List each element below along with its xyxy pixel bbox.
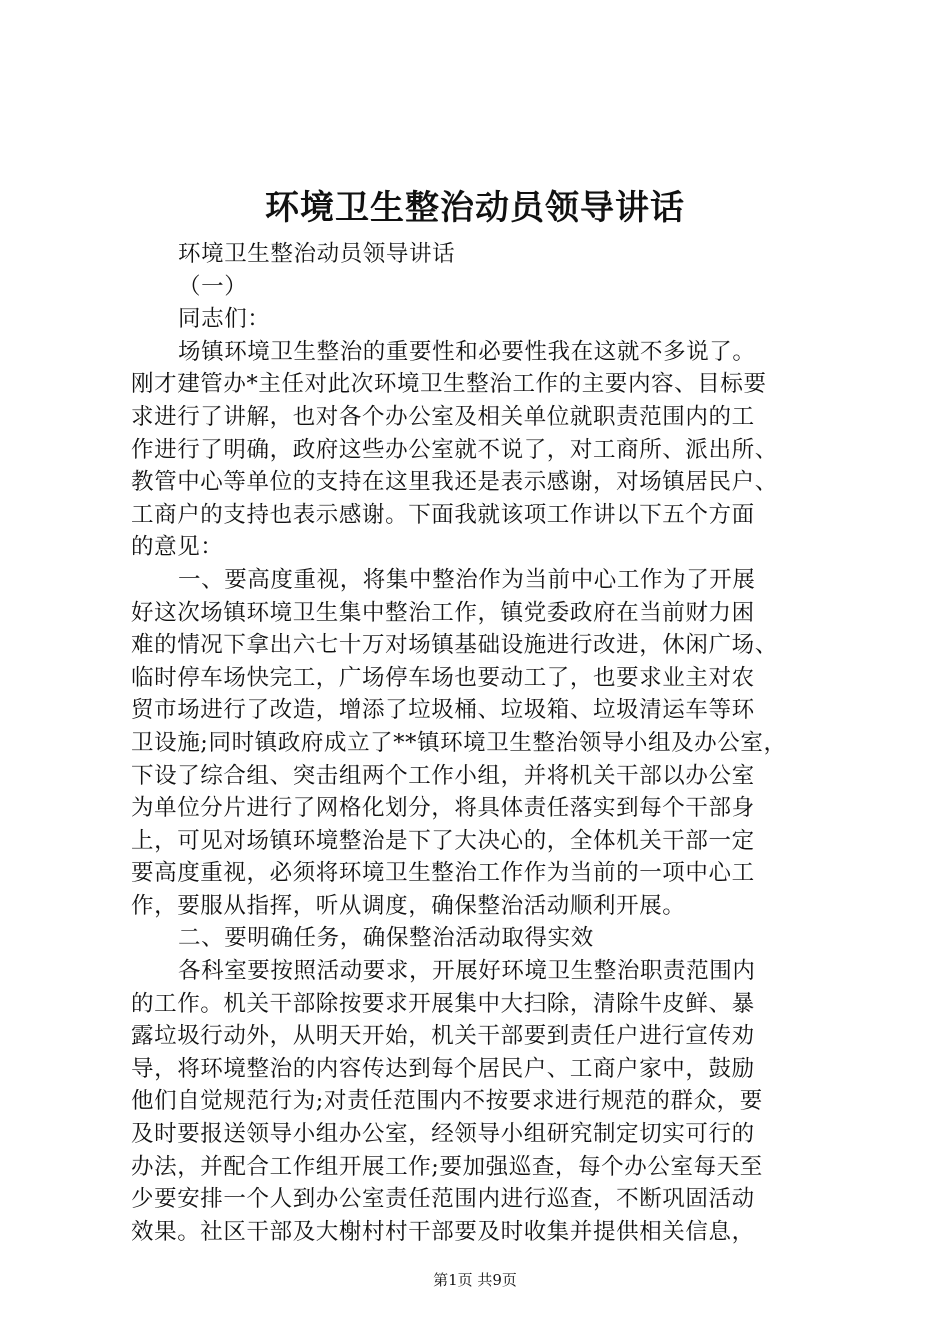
body-line: 工商户的支持也表示感谢。下面我就该项工作讲以下五个方面 [131, 501, 755, 528]
body-line: 的工作。机关干部除按要求开展集中大扫除，清除牛皮鲜、暴 [131, 990, 755, 1017]
body-line: 一、要高度重视，将集中整治作为当前中心工作为了开展 [178, 566, 756, 593]
body-line: 为单位分片进行了网格化划分，将具体责任落实到每个干部身 [131, 795, 755, 822]
body-line: 二、要明确任务，确保整治活动取得实效 [178, 925, 594, 952]
body-line: 导，将环境整治的内容传达到每个居民户、工商户家中，鼓励 [131, 1055, 755, 1082]
body-line: 露垃圾行动外，从明天开始，机关干部要到责任户进行宣传劝 [131, 1023, 755, 1050]
body-line: 教管中心等单位的支持在这里我还是表示感谢，对场镇居民户、 [131, 469, 778, 496]
body-line: 要高度重视，必须将环境卫生整治工作作为当前的一项中心工 [131, 860, 755, 887]
body-line: 求进行了讲解，也对各个办公室及相关单位就职责范围内的工 [131, 403, 755, 430]
body-line: 环境卫生整治动员领导讲话 [178, 241, 456, 267]
body-line: 场镇环境卫生整治的重要性和必要性我在这就不多说了。 [178, 338, 756, 365]
document-title: 环境卫生整治动员领导讲话 [265, 188, 685, 228]
page-number-footer: 第1页 共9页 [433, 1271, 517, 1289]
document-body [131, 238, 831, 1248]
body-line: 下设了综合组、突击组两个工作小组，并将机关干部以办公室 [131, 762, 755, 789]
body-line: 及时要报送领导小组办公室，经领导小组研究制定切实可行的 [131, 1121, 755, 1148]
body-line: 少要安排一个人到办公室责任范围内进行巡查，不断巩固活动 [131, 1186, 755, 1213]
body-line: 刚才建管办*主任对此次环境卫生整治工作的主要内容、目标要 [131, 371, 767, 398]
body-line: 上，可见对场镇环境整治是下了大决心的，全体机关干部一定 [131, 827, 755, 854]
body-line: 作进行了明确，政府这些办公室就不说了，对工商所、派出所、 [131, 436, 778, 463]
body-line: 作，要服从指挥，听从调度，确保整治活动顺利开展。 [131, 892, 686, 919]
body-line: 各科室要按照活动要求，开展好环境卫生整治职责范围内 [178, 958, 756, 985]
body-line: 他们自觉规范行为;对责任范围内不按要求进行规范的群众，要 [131, 1088, 763, 1115]
body-line: （一） [178, 273, 248, 300]
body-line: 卫设施;同时镇政府成立了**镇环境卫生整治领导小组及办公室， [131, 729, 787, 756]
body-line: 的意见： [131, 534, 224, 561]
body-line: 贸市场进行了改造，增添了垃圾桶、垃圾箱、垃圾清运车等环 [131, 697, 755, 724]
body-line: 临时停车场快完工，广场停车场也要动工了，也要求业主对农 [131, 664, 755, 691]
body-line: 难的情况下拿出六七十万对场镇基础设施进行改进，休闲广场、 [131, 632, 778, 659]
body-line: 好这次场镇环境卫生集中整治工作，镇党委政府在当前财力困 [131, 599, 755, 626]
body-line: 效果。社区干部及大榭村村干部要及时收集并提供相关信息， [131, 1218, 755, 1245]
body-line: 办法，并配合工作组开展工作;要加强巡查，每个办公室每天至 [131, 1153, 763, 1180]
body-line: 同志们： [178, 306, 271, 333]
